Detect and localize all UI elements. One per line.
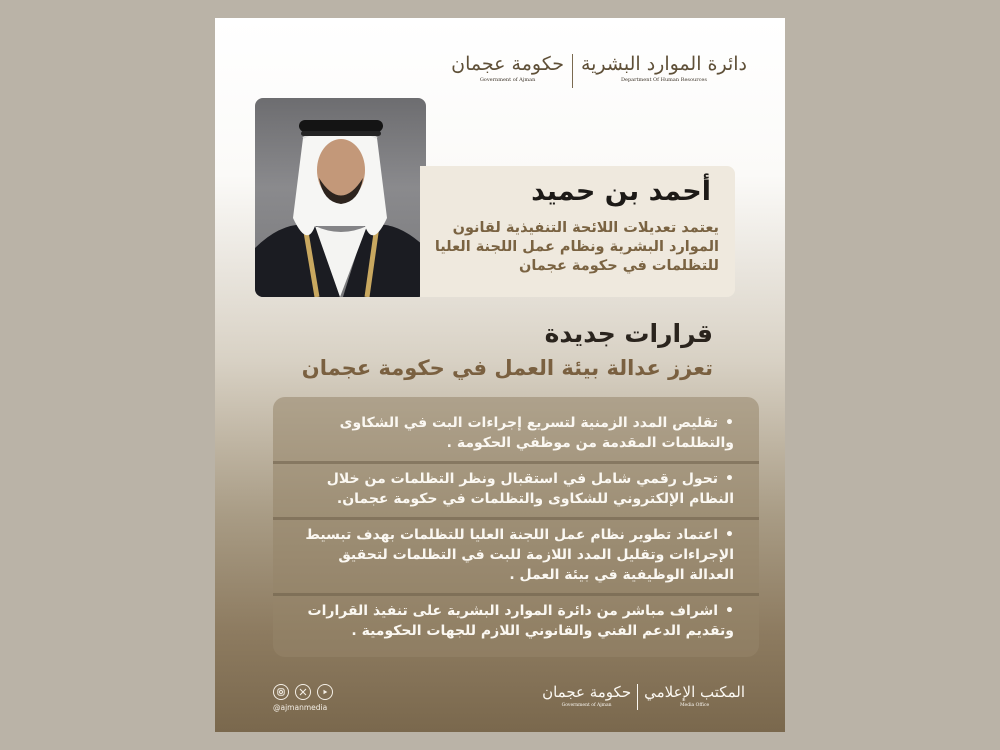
- decision-text: • تقليص المدد الزمنية لتسريع إجراءات البت في الشكاوى والتظلمات المقدمة من موظفي الحكومة .: [303, 413, 734, 453]
- x-icon[interactable]: [295, 684, 311, 700]
- youtube-icon[interactable]: [317, 684, 333, 700]
- item-divider: [273, 461, 759, 464]
- media-logo-arabic: المكتب الإعلامي: [644, 683, 745, 701]
- media-logo-english: Media Office: [679, 703, 710, 708]
- announcement-poster: [215, 18, 785, 732]
- portrait-illustration: [255, 98, 426, 297]
- decision-item: [273, 413, 759, 453]
- item-divider: [273, 517, 759, 520]
- social-icons: [273, 684, 333, 700]
- hr-department-logo: [581, 52, 747, 84]
- decision-item: [273, 601, 759, 641]
- decision-text: • تحول رقمي شامل في استقبال ونظر التظلمات من خلال النظام الإلكتروني للشكاوى والتظلمات في حكومة عجمان.: [303, 469, 734, 509]
- gov-logo-english: Government of Ajman: [479, 77, 536, 83]
- hr-logo-english: Department Of Human Resources: [620, 77, 707, 83]
- header-logos: [451, 52, 747, 92]
- footer-logos: [542, 682, 745, 710]
- decisions-box: [273, 397, 759, 657]
- decision-item: [273, 525, 759, 585]
- decision-item: [273, 469, 759, 509]
- footer-logo-divider: [637, 684, 638, 710]
- person-name: أحمد بن حميد: [531, 176, 711, 207]
- name-panel: [420, 166, 735, 297]
- item-divider: [273, 593, 759, 596]
- decision-text: • اعتماد تطوير نظام عمل اللجنة العليا للتظلمات بهدف تبسيط الإجراءات وتقليل المدد اللازمة للبت في التظلمات لتحقيق العدالة الوظيفية في بيئة العمل .: [303, 525, 734, 585]
- portrait-photo: [255, 98, 426, 297]
- headline-description: يعتمد تعديلات اللائحة التنفيذية لقانون الموارد البشرية ونظام عمل اللجنة العليا للتظلمات في حكومة عجمان: [434, 220, 719, 274]
- gov-logo-arabic: حكومة عجمان: [451, 53, 564, 75]
- media-office-logo: [644, 682, 745, 709]
- footer-gov-logo-english: Government of Ajman: [561, 703, 612, 708]
- footer-gov-logo-arabic: حكومة عجمان: [542, 683, 632, 701]
- footer-government-logo: [542, 682, 631, 709]
- decisions-title: قرارات جديدة: [544, 319, 713, 348]
- social-handle[interactable]: @ajmanmedia: [273, 703, 328, 712]
- hr-logo-arabic: دائرة الموارد البشرية: [580, 53, 747, 75]
- decision-text: • اشراف مباشر من دائرة الموارد البشرية على تنفيذ القرارات وتقديم الدعم الفني والقانوني اللازم للجهات الحكومية .: [303, 601, 734, 641]
- decisions-subtitle: تعزز عدالة بيئة العمل في حكومة عجمان: [301, 356, 713, 380]
- logo-divider: [572, 54, 573, 88]
- instagram-icon[interactable]: [273, 684, 289, 700]
- government-of-ajman-logo: [451, 52, 564, 84]
